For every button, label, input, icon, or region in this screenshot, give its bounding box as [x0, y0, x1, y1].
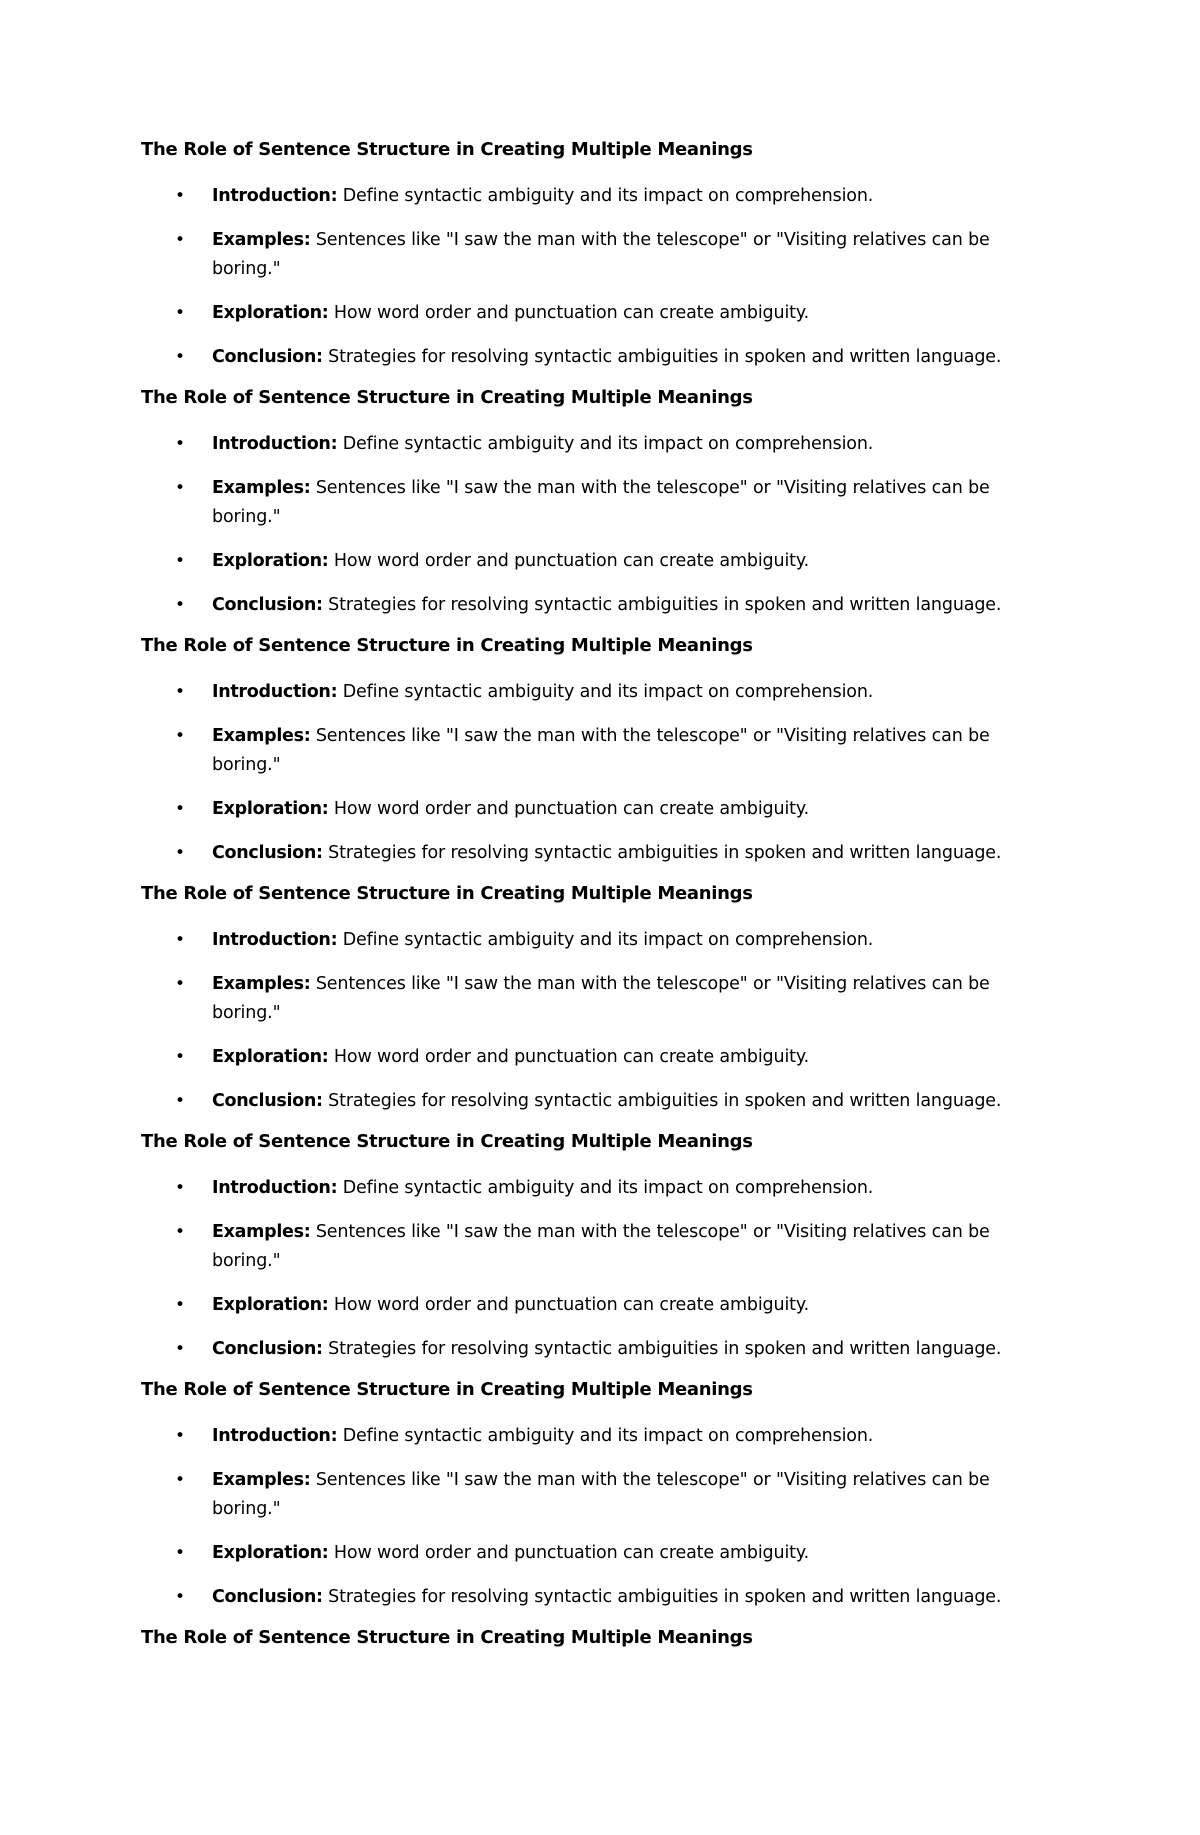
- bullet-list: [141, 1422, 1061, 1612]
- bullet-icon: •: [175, 478, 185, 498]
- bullet-icon: •: [175, 799, 185, 819]
- item-term: Exploration:: [212, 1543, 329, 1563]
- list-item: [141, 678, 1061, 707]
- section-heading: The Role of Sentence Structure in Creating Multiple Meanings: [141, 139, 753, 160]
- bullet-icon: •: [175, 1543, 185, 1563]
- item-term: Conclusion:: [212, 347, 323, 367]
- item-term: Introduction:: [212, 682, 338, 702]
- section-heading: The Role of Sentence Structure in Creating Multiple Meanings: [141, 1627, 753, 1648]
- list-item: [141, 1043, 1061, 1072]
- item-description: Define syntactic ambiguity and its impact on comprehension.: [337, 930, 874, 950]
- item-description: How word order and punctuation can create ambiguity.: [328, 303, 810, 323]
- item-term: Exploration:: [212, 551, 329, 571]
- item-description: Strategies for resolving syntactic ambiguities in spoken and written language.: [322, 1339, 1002, 1359]
- bullet-icon: •: [175, 303, 185, 323]
- document-section: [141, 1378, 1061, 1612]
- item-term: Examples:: [212, 230, 311, 250]
- list-item: [141, 1218, 1061, 1276]
- item-description: Define syntactic ambiguity and its impact on comprehension.: [337, 186, 874, 206]
- list-item: [141, 1466, 1061, 1524]
- item-term: Examples:: [212, 478, 311, 498]
- item-term: Conclusion:: [212, 1339, 323, 1359]
- bullet-list: [141, 926, 1061, 1116]
- list-item: [141, 839, 1061, 868]
- item-term: Exploration:: [212, 303, 329, 323]
- item-description: Sentences like "I saw the man with the telescope" or "Visiting relatives can be boring.": [212, 230, 990, 279]
- section-heading: The Role of Sentence Structure in Creating Multiple Meanings: [141, 1379, 753, 1400]
- item-description: Define syntactic ambiguity and its impact on comprehension.: [337, 1426, 874, 1446]
- item-term: Introduction:: [212, 434, 338, 454]
- item-description: Sentences like "I saw the man with the telescope" or "Visiting relatives can be boring.": [212, 974, 990, 1023]
- item-description: Strategies for resolving syntactic ambiguities in spoken and written language.: [322, 1091, 1002, 1111]
- bullet-list: [141, 1174, 1061, 1364]
- item-term: Exploration:: [212, 1047, 329, 1067]
- bullet-icon: •: [175, 551, 185, 571]
- list-item: [141, 182, 1061, 211]
- document-section: [141, 634, 1061, 868]
- item-term: Introduction:: [212, 1426, 338, 1446]
- bullet-icon: •: [175, 1295, 185, 1315]
- list-item: [141, 226, 1061, 284]
- item-term: Conclusion:: [212, 595, 323, 615]
- item-term: Introduction:: [212, 1178, 338, 1198]
- item-description: Strategies for resolving syntactic ambiguities in spoken and written language.: [322, 1587, 1002, 1607]
- bullet-icon: •: [175, 682, 185, 702]
- bullet-icon: •: [175, 230, 185, 250]
- item-term: Conclusion:: [212, 843, 323, 863]
- bullet-icon: •: [175, 347, 185, 367]
- section-heading: The Role of Sentence Structure in Creating Multiple Meanings: [141, 1131, 753, 1152]
- bullet-icon: •: [175, 186, 185, 206]
- item-description: How word order and punctuation can create ambiguity.: [328, 1295, 810, 1315]
- bullet-icon: •: [175, 1222, 185, 1242]
- document-section: [141, 386, 1061, 620]
- list-item: [141, 926, 1061, 955]
- bullet-icon: •: [175, 1178, 185, 1198]
- bullet-list: [141, 678, 1061, 868]
- list-item: [141, 1291, 1061, 1320]
- document-section: [141, 1130, 1061, 1364]
- list-item: [141, 1335, 1061, 1364]
- bullet-icon: •: [175, 843, 185, 863]
- bullet-icon: •: [175, 1587, 185, 1607]
- item-term: Introduction:: [212, 186, 338, 206]
- document-section: [141, 1626, 1061, 1650]
- section-heading: The Role of Sentence Structure in Creating Multiple Meanings: [141, 635, 753, 656]
- list-item: [141, 1539, 1061, 1568]
- section-heading: The Role of Sentence Structure in Creating Multiple Meanings: [141, 387, 753, 408]
- item-term: Introduction:: [212, 930, 338, 950]
- item-description: Define syntactic ambiguity and its impact on comprehension.: [337, 1178, 874, 1198]
- list-item: [141, 795, 1061, 824]
- bullet-icon: •: [175, 595, 185, 615]
- bullet-icon: •: [175, 1047, 185, 1067]
- item-term: Examples:: [212, 974, 311, 994]
- item-description: Define syntactic ambiguity and its impact on comprehension.: [337, 434, 874, 454]
- bullet-icon: •: [175, 1470, 185, 1490]
- list-item: [141, 1422, 1061, 1451]
- list-item: [141, 1174, 1061, 1203]
- list-item: [141, 591, 1061, 620]
- item-description: Sentences like "I saw the man with the telescope" or "Visiting relatives can be boring.": [212, 726, 990, 775]
- list-item: [141, 474, 1061, 532]
- list-item: [141, 547, 1061, 576]
- bullet-icon: •: [175, 930, 185, 950]
- bullet-icon: •: [175, 434, 185, 454]
- item-description: How word order and punctuation can create ambiguity.: [328, 551, 810, 571]
- list-item: [141, 1583, 1061, 1612]
- item-term: Examples:: [212, 1470, 311, 1490]
- list-item: [141, 343, 1061, 372]
- list-item: [141, 299, 1061, 328]
- list-item: [141, 430, 1061, 459]
- item-description: Sentences like "I saw the man with the telescope" or "Visiting relatives can be boring.": [212, 1470, 990, 1519]
- item-term: Examples:: [212, 726, 311, 746]
- item-term: Examples:: [212, 1222, 311, 1242]
- bullet-icon: •: [175, 1426, 185, 1446]
- item-description: Define syntactic ambiguity and its impact on comprehension.: [337, 682, 874, 702]
- item-term: Exploration:: [212, 799, 329, 819]
- bullet-icon: •: [175, 726, 185, 746]
- bullet-icon: •: [175, 974, 185, 994]
- item-description: Strategies for resolving syntactic ambiguities in spoken and written language.: [322, 347, 1002, 367]
- document-section: [141, 882, 1061, 1116]
- item-term: Conclusion:: [212, 1091, 323, 1111]
- bullet-list: [141, 182, 1061, 372]
- item-description: Strategies for resolving syntactic ambiguities in spoken and written language.: [322, 843, 1002, 863]
- bullet-list: [141, 430, 1061, 620]
- item-term: Exploration:: [212, 1295, 329, 1315]
- item-description: How word order and punctuation can create ambiguity.: [328, 1543, 810, 1563]
- list-item: [141, 970, 1061, 1028]
- bullet-icon: •: [175, 1091, 185, 1111]
- item-description: How word order and punctuation can create ambiguity.: [328, 799, 810, 819]
- document-section: [141, 138, 1061, 372]
- item-description: Strategies for resolving syntactic ambiguities in spoken and written language.: [322, 595, 1002, 615]
- item-term: Conclusion:: [212, 1587, 323, 1607]
- item-description: How word order and punctuation can create ambiguity.: [328, 1047, 810, 1067]
- item-description: Sentences like "I saw the man with the telescope" or "Visiting relatives can be boring.": [212, 1222, 990, 1271]
- list-item: [141, 722, 1061, 780]
- bullet-icon: •: [175, 1339, 185, 1359]
- list-item: [141, 1087, 1061, 1116]
- section-heading: The Role of Sentence Structure in Creating Multiple Meanings: [141, 883, 753, 904]
- document-body: [141, 138, 1061, 1670]
- item-description: Sentences like "I saw the man with the telescope" or "Visiting relatives can be boring.": [212, 478, 990, 527]
